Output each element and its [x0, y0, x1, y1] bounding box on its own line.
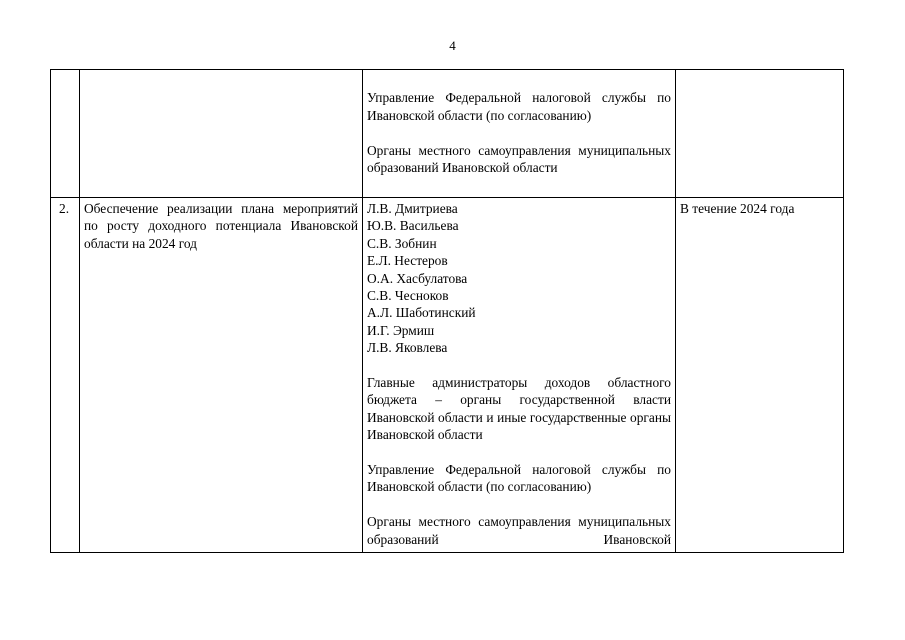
- row1-responsible-cell: [363, 70, 676, 198]
- page-number: 4: [449, 38, 456, 53]
- responsible-person: Л.В. Яковлева: [367, 340, 448, 356]
- responsible-person: И.Г. Эрмиш: [367, 322, 435, 338]
- row2-task-cell: [80, 198, 363, 553]
- table-row: [51, 70, 844, 198]
- task-text: Обеспечение реализации плана мероприятий по росту доходного потенциала Ивановской области на 2024 год: [84, 201, 358, 251]
- row2-number-cell: [51, 198, 80, 553]
- measures-table: [50, 69, 844, 553]
- responsible-tax-service: Управление Федеральной налоговой службы по Ивановской области (по согласованию): [367, 90, 671, 123]
- deadline-text: В течение 2024 года: [680, 201, 795, 216]
- row1-deadline-cell: [676, 70, 844, 198]
- responsible-person: Е.Л. Нестеров: [367, 253, 448, 269]
- responsible-person: Л.В. Дмитриева: [367, 201, 458, 216]
- row2-responsible-cell: [363, 198, 676, 553]
- responsible-tax-service: Управление Федеральной налоговой службы по Ивановской области (по согласованию): [367, 462, 671, 495]
- responsible-local-government: Органы местного самоуправления муниципальных образований Ивановской: [367, 514, 671, 547]
- table-row: [51, 198, 844, 553]
- row1-task-cell: [80, 70, 363, 198]
- responsible-person: С.В. Зобнин: [367, 235, 437, 251]
- responsible-local-government: Органы местного самоуправления муниципальных образований Ивановской области: [367, 142, 671, 175]
- responsible-person: О.А. Хасбулатова: [367, 270, 468, 286]
- row2-deadline-cell: [676, 198, 844, 553]
- responsible-person: С.В. Чесноков: [367, 288, 449, 304]
- responsible-person: А.Л. Шаботинский: [367, 305, 476, 321]
- row1-number-cell: [51, 70, 80, 198]
- responsible-revenue-admins: Главные администраторы доходов областного бюджета – органы государственной власти Ивановской области и иные государственные органы Ивановской области: [367, 375, 671, 443]
- responsible-person: Ю.В. Васильева: [367, 218, 459, 234]
- row-number: 2.: [59, 201, 70, 216]
